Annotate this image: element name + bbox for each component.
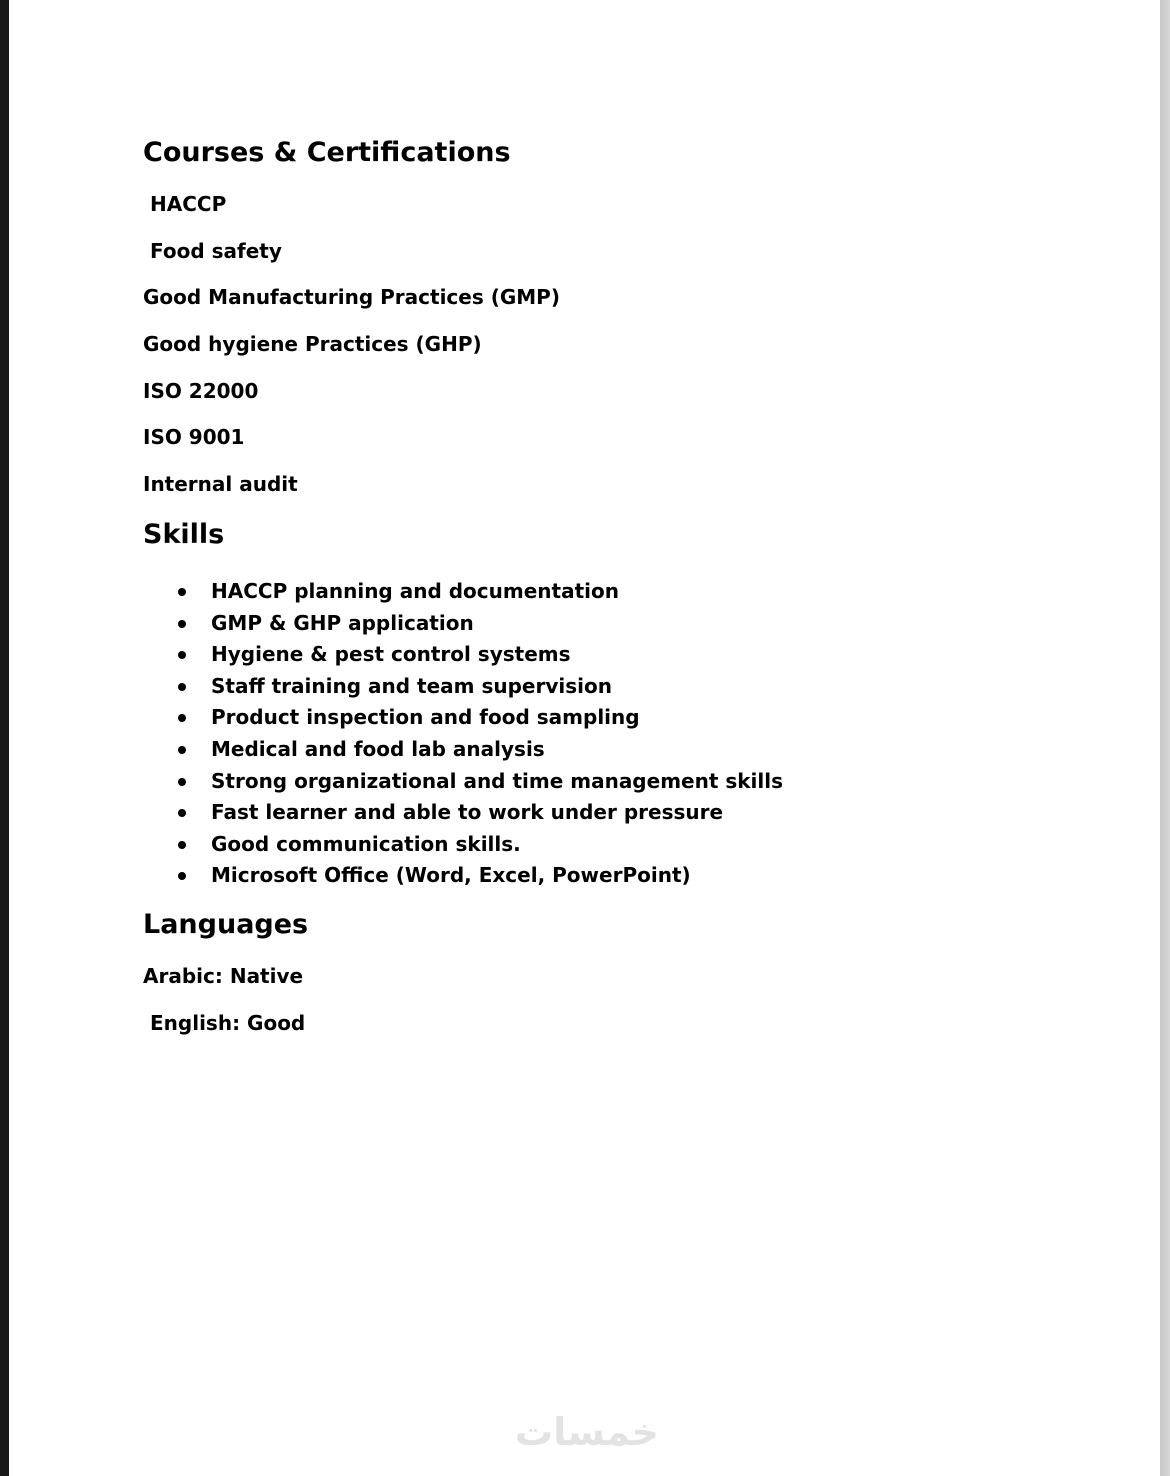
watermark-logo: خمسات <box>515 1410 659 1454</box>
courses-heading: Courses & Certifications <box>143 137 511 168</box>
list-item: Medical and food lab analysis <box>143 734 783 766</box>
language-item-english: English: Good <box>150 1011 306 1035</box>
course-item-iso-22000: ISO 22000 <box>143 379 259 403</box>
bullet-icon <box>178 746 186 754</box>
skills-heading: Skills <box>143 519 225 550</box>
course-item-food-safety: Food safety <box>150 239 282 263</box>
course-item-ghp: Good hygiene Practices (GHP) <box>143 332 482 356</box>
languages-heading: Languages <box>143 909 309 940</box>
list-item: Product inspection and food sampling <box>143 702 783 734</box>
course-item-iso-9001: ISO 9001 <box>143 425 245 449</box>
bullet-icon <box>178 714 186 722</box>
left-page-edge <box>0 0 9 1476</box>
list-item: Good communication skills. <box>143 829 783 861</box>
bullet-icon <box>178 683 186 691</box>
list-item: Staff training and team supervision <box>143 671 783 703</box>
bullet-icon <box>178 778 186 786</box>
list-item: Hygiene & pest control systems <box>143 639 783 671</box>
course-item-haccp: HACCP <box>150 192 227 216</box>
list-item: Strong organizational and time management skills <box>143 766 783 798</box>
course-item-gmp: Good Manufacturing Practices (GMP) <box>143 285 560 309</box>
list-item: Fast learner and able to work under pressure <box>143 797 783 829</box>
bullet-icon <box>178 651 186 659</box>
bullet-icon <box>178 872 186 880</box>
right-page-edge <box>1160 0 1170 1476</box>
language-item-arabic: Arabic: Native <box>143 964 304 988</box>
bullet-icon <box>178 620 186 628</box>
list-item: GMP & GHP application <box>143 608 783 640</box>
document-page <box>9 0 1160 1476</box>
list-item: HACCP planning and documentation <box>143 576 783 608</box>
skills-list <box>143 576 783 892</box>
bullet-icon <box>178 841 186 849</box>
bullet-icon <box>178 809 186 817</box>
course-item-internal-audit: Internal audit <box>143 472 298 496</box>
bullet-icon <box>178 588 186 596</box>
list-item: Microsoft Office (Word, Excel, PowerPoint) <box>143 860 783 892</box>
